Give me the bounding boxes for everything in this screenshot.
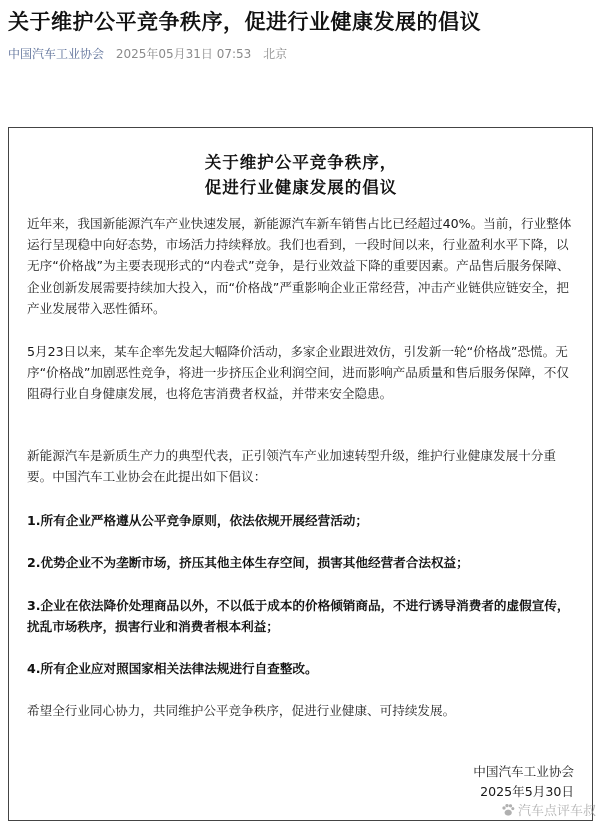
- document-paragraph-2: 5月23日以来，某车企率先发起大幅降价活动，多家企业跟进效仿，引发新一轮“价格战”恐慌。无序“价格战”加剧恶性竞争，将进一步挤压企业利润空间，进而影响产品质量和售后服务保障，不仅阻碍行业自身健康发展，也将危害消费者权益，并带来安全隐患。: [27, 344, 569, 402]
- article-source-link[interactable]: 中国汽车工业协会: [8, 47, 105, 61]
- article-location: 北京: [263, 47, 288, 61]
- document-paragraph-3: 新能源汽车是新质生产力的典型代表，正引领汽车产业加速转型升级，维护行业健康发展十分重要。中国汽车工业协会在此提出如下倡议：: [27, 448, 556, 485]
- document-paragraph-1: 近年来，我国新能源汽车产业快速发展，新能源汽车新车销售占比已经超过40%。当前，行业整体运行呈现稳中向好态势，市场活力持续释放。我们也看到，一段时间以来，行业盈利水平下降，以无序“价格战”为主要表现形式的“内卷式”竞争，是行业效益下降的重要因素。产品售后服务保障、企业创新发展需要持续加大投入，而“价格战”严重影响企业正常经营，冲击产业链供应链安全，把产业发展带入恶性循环。: [27, 216, 572, 316]
- signature-organization: 中国汽车工业协会: [473, 764, 574, 779]
- document-title-line-1: 关于维护公平竞争秩序，: [204, 153, 398, 172]
- article-meta: [8, 45, 295, 62]
- watermark: [501, 800, 596, 819]
- article-title: 关于维护公平竞争秩序，促进行业健康发展的倡议: [8, 10, 481, 34]
- proposal-item-4: 4.所有企业应对照国家相关法律法规进行自查整改。: [27, 661, 318, 676]
- watermark-text: 汽车点评车叔: [517, 804, 596, 819]
- proposal-item-3: 3.企业在依法降价处理商品以外，不以低于成本的价格倾销商品，不进行诱导消费者的虚假宣传，扰乱市场秩序，损害行业和消费者根本利益；: [27, 598, 570, 635]
- proposal-item-1: 1.所有企业严格遵从公平竞争原则，依法依规开展经营活动；: [27, 513, 368, 528]
- article-datetime: 2025年05月31日 07:53: [115, 47, 252, 61]
- document-closing: 希望全行业同心协力，共同维护公平竞争秩序，促进行业健康、可持续发展。: [27, 703, 456, 718]
- document-title-line-2: 促进行业健康发展的倡议: [204, 178, 398, 197]
- paw-icon: [501, 803, 515, 817]
- signature-date: 2025年5月30日: [480, 784, 574, 799]
- proposal-item-2: 2.优势企业不为垄断市场，挤压其他主体生存空间，损害其他经营者合法权益；: [27, 555, 469, 570]
